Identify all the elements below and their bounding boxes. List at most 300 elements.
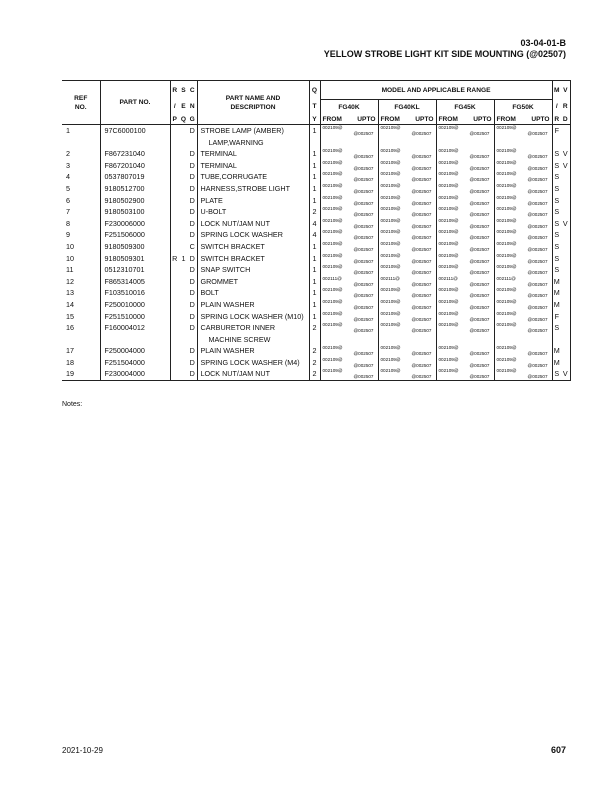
range-from: 002109@ <box>322 148 343 154</box>
range-fg45k <box>436 171 494 183</box>
mvr-m: F <box>552 311 561 323</box>
range-upto: @002507 <box>469 258 490 264</box>
description-line: SPRING LOCK WASHER (M4) <box>200 357 300 367</box>
range-from: 002109@ <box>438 194 459 200</box>
range-fg45k <box>436 241 494 253</box>
range-fg50k <box>494 206 552 218</box>
rev-c: D <box>189 172 195 182</box>
range-upto: @002507 <box>353 374 374 380</box>
range-fg45k <box>436 345 494 357</box>
rsc-bot-2: Q <box>180 115 187 123</box>
range-fg40kl <box>378 195 436 207</box>
range-upto: @002507 <box>469 328 490 334</box>
range-upto: @002507 <box>411 177 432 183</box>
part-description <box>197 206 309 218</box>
range-fg50k <box>494 148 552 160</box>
range-fg40k <box>320 160 378 172</box>
part-description <box>197 311 309 323</box>
rev-c: D <box>189 299 195 309</box>
qty-header-q: Q <box>309 81 320 100</box>
qty: 2 <box>309 345 320 357</box>
range-fg45k <box>436 368 494 380</box>
description-line-2: MACHINE SCREW <box>208 334 271 344</box>
range-from: 002109@ <box>322 229 343 235</box>
rev-c: D <box>188 368 197 380</box>
ref-no: 10 <box>66 253 74 263</box>
range-upto: @002507 <box>353 177 374 183</box>
range-upto: @002507 <box>353 328 374 334</box>
rev-s: 1 <box>181 253 186 263</box>
mvr-m: S <box>552 218 561 230</box>
ref-no: 1 <box>62 125 100 149</box>
range-from: 002109@ <box>438 206 459 212</box>
range-upto: @002507 <box>353 270 374 276</box>
qty: 1 <box>309 276 320 288</box>
part-no: F251506000 <box>100 229 170 241</box>
rsc-bot-1: P <box>170 114 179 125</box>
range-upto: @002507 <box>527 200 548 206</box>
range-upto: @002507 <box>527 316 548 322</box>
rev-r <box>170 287 179 299</box>
table-row <box>62 241 570 253</box>
mvr-m: S <box>552 171 561 183</box>
range-from: 002109@ <box>380 171 401 177</box>
range-fg50k <box>494 311 552 323</box>
range-from: 002109@ <box>380 229 401 235</box>
qty: 1 <box>309 195 320 207</box>
description-line: SWITCH BRACKET <box>200 241 265 251</box>
range-from: 002109@ <box>380 264 401 270</box>
range-fg40k <box>320 253 378 265</box>
model-range-header: MODEL AND APPLICABLE RANGE <box>320 81 552 100</box>
rev-c: D <box>189 346 195 356</box>
rev-s <box>179 345 188 357</box>
qty-header-y: Y <box>309 114 320 125</box>
rev-r <box>170 171 179 183</box>
rsc-header-c: C <box>188 81 197 100</box>
mvr-mid-1: / <box>552 100 561 115</box>
mvr-m: S <box>552 253 561 265</box>
mvr-v <box>561 345 570 357</box>
part-description <box>197 229 309 241</box>
range-fg40kl <box>378 160 436 172</box>
description-line: SPRING LOCK WASHER (M10) <box>200 311 304 321</box>
rev-s <box>179 195 188 207</box>
rev-c: D <box>188 125 197 149</box>
range-upto: @002507 <box>411 246 432 252</box>
range-from: 002109@ <box>496 125 517 130</box>
rev-c: D <box>189 230 195 240</box>
range-upto: @002507 <box>527 165 548 171</box>
ref-no-header: REF NO. <box>62 81 100 125</box>
range-upto: @002507 <box>469 351 490 357</box>
range-upto: @002507 <box>411 212 432 218</box>
range-from: 002109@ <box>322 240 343 246</box>
rsc-mid-1: / <box>170 100 179 115</box>
rev-r <box>170 241 179 253</box>
mvr-m: S <box>552 241 561 253</box>
qty: 1 <box>309 253 320 265</box>
range-from: 002111@ <box>438 275 458 281</box>
range-from: 002109@ <box>322 159 343 165</box>
range-from: 002109@ <box>380 159 401 165</box>
range-from: 002109@ <box>438 264 459 270</box>
from-upto-fg40kl: FROM UPTO <box>378 114 436 125</box>
table-row <box>62 148 570 160</box>
rev-c: D <box>189 149 195 159</box>
mvr-v <box>561 276 570 288</box>
range-upto: @002507 <box>469 177 490 183</box>
range-fg45k <box>436 160 494 172</box>
range-upto: @002507 <box>527 188 548 194</box>
rev-s <box>179 183 188 195</box>
ref-no: 14 <box>66 299 74 309</box>
mvr-m: S <box>552 148 561 160</box>
range-fg40k <box>320 299 378 311</box>
range-from: 002109@ <box>496 148 517 154</box>
range-upto: @002507 <box>469 200 490 206</box>
description-line: TUBE,CORRUGATE <box>200 172 268 182</box>
range-upto: @002507 <box>353 223 374 229</box>
range-upto: @002507 <box>469 165 490 171</box>
mvr-header-m: M <box>552 81 561 100</box>
parts-table <box>62 80 571 381</box>
range-fg40kl <box>378 276 436 288</box>
range-from: 002109@ <box>380 252 401 258</box>
rev-c: D <box>189 253 195 263</box>
description-line: STROBE LAMP (AMBER) <box>200 126 284 135</box>
range-from: 002111@ <box>496 275 516 281</box>
range-fg40kl <box>378 206 436 218</box>
range-upto: @002507 <box>411 223 432 229</box>
range-fg50k <box>494 264 552 276</box>
range-fg45k <box>436 253 494 265</box>
mvr-m: S <box>552 183 561 195</box>
ref-no: 3 <box>66 160 70 170</box>
part-description <box>197 253 309 265</box>
range-from: 002111@ <box>322 275 342 281</box>
part-no: F251510000 <box>100 311 170 323</box>
rsc-bot-3: G <box>189 115 195 123</box>
rsc-mid-3: N <box>189 103 195 111</box>
range-from: 002109@ <box>380 345 401 351</box>
description-line: TERMINAL <box>200 149 237 159</box>
range-fg40k <box>320 229 378 241</box>
part-description <box>197 345 309 357</box>
table-row <box>62 195 570 207</box>
range-fg40k <box>320 322 378 345</box>
range-upto: @002507 <box>353 235 374 241</box>
range-upto: @002507 <box>469 212 490 218</box>
mvr-m: M <box>553 288 560 298</box>
rev-c: D <box>189 357 195 367</box>
range-from: 002109@ <box>322 298 343 304</box>
part-name-header: PART NAME AND DESCRIPTION <box>197 81 309 125</box>
rev-s <box>179 322 188 345</box>
range-from: 002109@ <box>496 252 517 258</box>
rsc-header-r: R <box>170 81 179 100</box>
rev-r <box>170 195 179 207</box>
range-from: 002109@ <box>438 182 459 188</box>
range-from: 002109@ <box>322 206 343 212</box>
range-fg45k <box>436 299 494 311</box>
range-upto: @002507 <box>527 212 548 218</box>
range-fg50k <box>494 345 552 357</box>
range-fg40kl <box>378 253 436 265</box>
range-fg40kl <box>378 218 436 230</box>
range-from: 002109@ <box>438 368 459 374</box>
description-line: U-BOLT <box>200 207 227 217</box>
qty: 1 <box>309 183 320 195</box>
range-from: 002109@ <box>496 194 517 200</box>
description-line: SWITCH BRACKET <box>200 253 265 263</box>
range-from: 002109@ <box>380 217 401 223</box>
range-fg40kl <box>378 357 436 369</box>
mvr-m: S <box>552 160 561 172</box>
range-from: 002109@ <box>496 217 517 223</box>
mvr-m: M <box>553 357 560 367</box>
qty: 2 <box>309 322 320 345</box>
range-from: 002109@ <box>322 322 343 328</box>
part-no: 9180509301 <box>100 253 170 265</box>
mvr-v <box>561 322 570 345</box>
rev-s <box>179 241 188 253</box>
range-upto: @002507 <box>469 270 490 276</box>
rev-r <box>170 264 179 276</box>
range-upto: @002507 <box>411 131 432 136</box>
range-from: 002109@ <box>380 368 401 374</box>
rev-s <box>179 311 188 323</box>
range-from: 002109@ <box>496 171 517 177</box>
rev-r <box>170 322 179 345</box>
range-from: 002109@ <box>496 206 517 212</box>
mvr-v <box>561 299 570 311</box>
range-upto: @002507 <box>353 246 374 252</box>
description-line: PLAIN WASHER <box>200 346 255 356</box>
mvr-v <box>561 229 570 241</box>
range-fg40k <box>320 148 378 160</box>
rev-c: D <box>189 195 195 205</box>
range-from: 002109@ <box>380 148 401 154</box>
part-description <box>197 160 309 172</box>
part-description <box>197 171 309 183</box>
range-from: 002109@ <box>322 264 343 270</box>
qty: 2 <box>309 368 320 380</box>
ref-no: 8 <box>66 218 70 228</box>
range-upto: @002507 <box>527 351 548 357</box>
range-upto: @002507 <box>411 258 432 264</box>
ref-no: 17 <box>66 346 74 356</box>
part-no: F250004000 <box>100 345 170 357</box>
range-from: 002109@ <box>496 159 517 165</box>
mvr-v <box>561 287 570 299</box>
qty: 1 <box>309 264 320 276</box>
table-row <box>62 299 570 311</box>
range-fg45k <box>436 311 494 323</box>
range-upto: @002507 <box>469 131 490 136</box>
table-header <box>62 81 570 125</box>
range-upto: @002507 <box>411 351 432 357</box>
range-fg40k <box>320 183 378 195</box>
rev-s <box>179 229 188 241</box>
range-upto: @002507 <box>411 328 432 334</box>
range-fg40kl <box>378 299 436 311</box>
table-row <box>62 357 570 369</box>
table-row <box>62 264 570 276</box>
range-upto: @002507 <box>353 165 374 171</box>
table-body <box>62 125 570 381</box>
rev-c: D <box>189 311 195 321</box>
part-description <box>197 299 309 311</box>
range-fg40kl <box>378 125 436 149</box>
range-upto: @002507 <box>469 293 490 299</box>
notes-label: Notes: <box>62 401 83 408</box>
range-from: 002109@ <box>322 356 343 362</box>
mvr-m: S <box>552 322 561 345</box>
ref-no: 9 <box>66 230 70 240</box>
range-upto: @002507 <box>353 351 374 357</box>
range-upto: @002507 <box>469 246 490 252</box>
part-description <box>197 125 309 149</box>
rev-r <box>170 276 179 288</box>
mvr-v: V <box>561 368 570 380</box>
range-upto: @002507 <box>411 235 432 241</box>
mvr-v <box>561 357 570 369</box>
range-upto: @002507 <box>353 316 374 322</box>
range-upto: @002507 <box>527 374 548 380</box>
range-fg40k <box>320 287 378 299</box>
rev-s <box>179 148 188 160</box>
rev-r <box>170 148 179 160</box>
range-from: 002109@ <box>322 345 343 351</box>
ref-no: 6 <box>66 195 70 205</box>
rev-s <box>179 218 188 230</box>
range-upto: @002507 <box>527 177 548 183</box>
part-no: F230004000 <box>100 368 170 380</box>
range-from: 002109@ <box>496 356 517 362</box>
part-no: F250010000 <box>100 299 170 311</box>
range-upto: @002507 <box>527 328 548 334</box>
range-upto: @002507 <box>469 304 490 310</box>
mvr-v <box>561 311 570 323</box>
mvr-v <box>561 171 570 183</box>
range-upto: @002507 <box>469 374 490 380</box>
mvr-m: F <box>552 125 561 149</box>
range-from: 002109@ <box>322 310 343 316</box>
part-no: 9180512700 <box>100 183 170 195</box>
range-from: 002109@ <box>380 206 401 212</box>
range-from: 002109@ <box>496 345 517 351</box>
part-description <box>197 287 309 299</box>
mvr-v <box>561 264 570 276</box>
mvr-v <box>561 183 570 195</box>
ref-no: 5 <box>66 183 70 193</box>
range-from: 002109@ <box>496 182 517 188</box>
table-row <box>62 345 570 357</box>
ref-no: 11 <box>66 265 74 275</box>
range-from: 002109@ <box>380 182 401 188</box>
mvr-m: M <box>553 299 560 309</box>
table-row <box>62 160 570 172</box>
part-description <box>197 368 309 380</box>
part-no: 0512310701 <box>100 264 170 276</box>
part-no: 9180503100 <box>100 206 170 218</box>
mvr-v <box>561 253 570 265</box>
range-fg45k <box>436 195 494 207</box>
mvr-m: M <box>553 276 560 286</box>
range-fg50k <box>494 125 552 149</box>
range-upto: @002507 <box>469 316 490 322</box>
range-upto: @002507 <box>353 258 374 264</box>
part-description <box>197 148 309 160</box>
range-fg40k <box>320 171 378 183</box>
range-from: 002109@ <box>438 252 459 258</box>
part-no: F867201040 <box>100 160 170 172</box>
range-fg40kl <box>378 311 436 323</box>
mvr-v <box>561 125 570 149</box>
rev-c: D <box>189 207 195 217</box>
range-fg40kl <box>378 229 436 241</box>
range-upto: @002507 <box>411 316 432 322</box>
rev-r: R <box>170 253 179 265</box>
qty: 1 <box>309 299 320 311</box>
range-fg50k <box>494 160 552 172</box>
rev-c: D <box>189 218 195 228</box>
range-from: 002109@ <box>380 125 401 130</box>
range-from: 002109@ <box>438 310 459 316</box>
ref-no: 4 <box>66 172 70 182</box>
ref-no: 18 <box>66 357 74 367</box>
rev-r <box>170 299 179 311</box>
range-from: 002109@ <box>322 252 343 258</box>
rev-r <box>170 206 179 218</box>
table-row <box>62 311 570 323</box>
rev-s <box>179 299 188 311</box>
range-upto: @002507 <box>527 154 548 160</box>
rsc-header-s: S <box>179 81 188 100</box>
rev-r <box>170 311 179 323</box>
range-from: 002109@ <box>438 356 459 362</box>
qty: 1 <box>309 241 320 253</box>
part-no: 9180502900 <box>100 195 170 207</box>
qty: 1 <box>309 171 320 183</box>
footer-date: 2021-10-29 <box>62 746 103 755</box>
range-from: 002109@ <box>322 125 343 130</box>
description-line: PLATE <box>200 195 223 205</box>
range-fg45k <box>436 206 494 218</box>
range-fg40k <box>320 368 378 380</box>
part-description <box>197 276 309 288</box>
table-row <box>62 287 570 299</box>
ref-no: 12 <box>66 276 74 286</box>
range-fg40kl <box>378 322 436 345</box>
range-fg50k <box>494 229 552 241</box>
range-upto: @002507 <box>527 235 548 241</box>
range-fg40k <box>320 264 378 276</box>
range-fg40kl <box>378 368 436 380</box>
range-fg50k <box>494 299 552 311</box>
table-row <box>62 322 570 345</box>
range-from: 002109@ <box>322 171 343 177</box>
range-from: 002109@ <box>380 322 401 328</box>
range-fg50k <box>494 195 552 207</box>
range-fg45k <box>436 218 494 230</box>
part-no: F865314005 <box>100 276 170 288</box>
range-upto: @002507 <box>527 304 548 310</box>
part-description <box>197 241 309 253</box>
mvr-v: V <box>561 218 570 230</box>
model-fg50k: FG50K <box>494 100 552 115</box>
